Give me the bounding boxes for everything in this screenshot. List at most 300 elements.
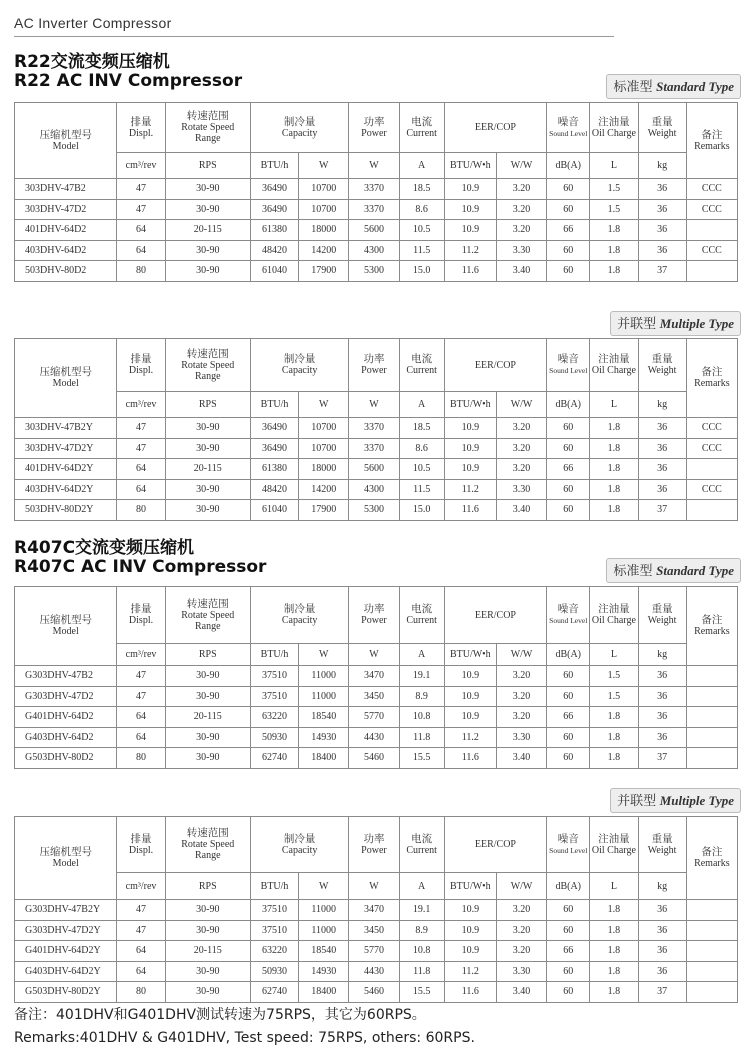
- badge-label-zh: 并联型: [617, 317, 657, 332]
- unit-cell: BTU/W•h: [444, 644, 496, 666]
- unit-cell: W/W: [496, 392, 546, 418]
- table-cell: 37510: [250, 900, 298, 921]
- header-model-text: Model: [52, 378, 79, 389]
- unit-cell: W/W: [496, 644, 546, 666]
- table-cell: 3470: [349, 900, 399, 921]
- table-cell: 64: [117, 240, 165, 261]
- unit-cell: A: [399, 392, 444, 418]
- table-cell: 47: [117, 900, 165, 921]
- header-rotate: [165, 103, 250, 153]
- spec-table: [14, 816, 738, 1003]
- table-cell: 18.5: [399, 418, 444, 439]
- header-power-text: 功率: [363, 116, 385, 128]
- table-cell: 18000: [299, 220, 349, 241]
- model-cell: 303DHV-47D2Y: [15, 438, 117, 459]
- header-remarks-text: 备注: [701, 129, 723, 141]
- table-cell: [686, 920, 737, 941]
- table-header-row: [15, 339, 738, 392]
- header-displ-text: 排量: [130, 354, 152, 365]
- table-cell: 5770: [349, 941, 399, 962]
- header-weight-text: 重量: [651, 116, 673, 128]
- header-rotate-text: Range: [195, 133, 221, 144]
- table-cell: 10.9: [444, 707, 496, 728]
- table-cell: 20-115: [165, 707, 250, 728]
- table-cell: 10.9: [444, 900, 496, 921]
- table-cell: 14930: [299, 727, 349, 748]
- table-cell: [686, 748, 737, 769]
- header-eer: [444, 587, 546, 644]
- header-rotate-text: Range: [195, 370, 221, 382]
- table-cell: 30-90: [165, 500, 250, 521]
- header-noise: [547, 587, 590, 644]
- table-cell: 64: [117, 459, 165, 480]
- table-cell: 1.5: [590, 686, 638, 707]
- table-cell: 8.6: [399, 438, 444, 459]
- table-cell: [686, 500, 737, 521]
- table-cell: 1.8: [590, 707, 638, 728]
- header-weight: [638, 103, 686, 153]
- table-units-row: [15, 153, 738, 179]
- model-cell: 303DHV-47D2: [15, 199, 117, 220]
- header-power-text: Power: [361, 365, 387, 376]
- table-cell: 60: [547, 727, 590, 748]
- header-displ-text: 排量: [130, 116, 152, 128]
- table-row: [15, 179, 738, 200]
- table-cell: 11000: [299, 920, 349, 941]
- table-cell: 48420: [250, 479, 298, 500]
- header-capacity-text: 制冷量: [283, 833, 316, 845]
- table-row: [15, 199, 738, 220]
- header-power-text: Power: [361, 127, 387, 139]
- header-displ-text: Displ.: [128, 615, 154, 626]
- table-cell: 60: [547, 920, 590, 941]
- header-rotate-text: 转速范围: [186, 598, 229, 610]
- table-cell: 10.9: [444, 941, 496, 962]
- table-cell: 47: [117, 418, 165, 439]
- table-cell: [686, 686, 737, 707]
- table-cell: 3370: [349, 179, 399, 200]
- table-cell: 10.8: [399, 941, 444, 962]
- table-cell: 36490: [250, 418, 298, 439]
- header-oil-text: 注油量: [598, 116, 630, 128]
- table-row: [15, 479, 738, 500]
- unit-cell: kg: [638, 644, 686, 666]
- table-cell: 36490: [250, 199, 298, 220]
- table-cell: [686, 459, 737, 480]
- unit-cell: L: [590, 153, 638, 179]
- table-cell: 47: [117, 686, 165, 707]
- table-cell: 80: [117, 982, 165, 1003]
- table-cell: 1.8: [590, 261, 638, 282]
- unit-cell: W: [299, 873, 349, 900]
- header-rotate-text: 转速范围: [186, 828, 229, 839]
- table-cell: 30-90: [165, 727, 250, 748]
- header-power: [349, 817, 399, 873]
- header-rotate: [165, 817, 250, 873]
- header-power-text: 功率: [363, 354, 385, 365]
- table-cell: 11000: [299, 686, 349, 707]
- table-cell: 50930: [250, 727, 298, 748]
- table-cell: 36490: [250, 179, 298, 200]
- header-current-text: 电流: [411, 116, 433, 128]
- header-noise: [547, 817, 590, 873]
- header-capacity: [250, 817, 348, 873]
- unit-cell: kg: [638, 392, 686, 418]
- table-cell: CCC: [686, 418, 737, 439]
- unit-cell: RPS: [165, 873, 250, 900]
- table-cell: 60: [547, 240, 590, 261]
- header-eer-text: EER/COP: [474, 839, 516, 850]
- table-cell: [686, 666, 737, 687]
- table-cell: 1.8: [590, 438, 638, 459]
- header-displ-text: 排量: [130, 604, 152, 615]
- header-current: [399, 339, 444, 392]
- table-cell: 4300: [349, 240, 399, 261]
- header-remarks-text: Remarks: [694, 140, 730, 152]
- header-power-text: Power: [361, 615, 387, 626]
- header-power-text: 功率: [363, 604, 385, 615]
- header-weight-text: Weight: [647, 365, 677, 376]
- table-type-badge: [610, 788, 741, 813]
- table-cell: 30-90: [165, 438, 250, 459]
- table-cell: 60: [547, 961, 590, 982]
- header-capacity-text: 制冷量: [283, 354, 316, 365]
- table-cell: 3450: [349, 686, 399, 707]
- table-cell: 37: [638, 982, 686, 1003]
- table-cell: CCC: [686, 179, 737, 200]
- header-rotate-text: 转速范围: [186, 111, 229, 122]
- table-cell: 36: [638, 961, 686, 982]
- table-cell: 47: [117, 179, 165, 200]
- table-cell: 3370: [349, 199, 399, 220]
- table-cell: 36: [638, 479, 686, 500]
- header-rotate-text: Rotate Speed: [181, 609, 235, 621]
- table-cell: 18400: [299, 748, 349, 769]
- header-current-text: 电流: [411, 354, 433, 365]
- unit-cell: W: [349, 392, 399, 418]
- table-cell: 1.8: [590, 418, 638, 439]
- table-cell: 61380: [250, 220, 298, 241]
- table-cell: 47: [117, 438, 165, 459]
- table-cell: 1.8: [590, 479, 638, 500]
- header-remarks-text: Remarks: [694, 858, 730, 869]
- unit-cell: L: [590, 644, 638, 666]
- table-cell: 11.2: [444, 961, 496, 982]
- table-row: [15, 982, 738, 1003]
- table-cell: 3370: [349, 418, 399, 439]
- table-cell: 30-90: [165, 479, 250, 500]
- table-cell: 50930: [250, 961, 298, 982]
- table-cell: 48420: [250, 240, 298, 261]
- table-row: [15, 900, 738, 921]
- unit-cell: cm³/rev: [117, 644, 165, 666]
- table-cell: 60: [547, 500, 590, 521]
- table-cell: 8.9: [399, 920, 444, 941]
- header-model-text: Model: [52, 858, 79, 869]
- header-eer-text: EER/COP: [474, 609, 516, 621]
- model-cell: 303DHV-47B2Y: [15, 418, 117, 439]
- header-eer-text: EER/COP: [474, 359, 516, 371]
- section-title-en: R407C AC INV Compressor: [14, 557, 267, 577]
- table-cell: 60: [547, 686, 590, 707]
- table-cell: 3.20: [496, 220, 546, 241]
- model-cell: G403DHV-64D2: [15, 727, 117, 748]
- header-weight: [638, 339, 686, 392]
- header-capacity-text: Capacity: [281, 127, 318, 139]
- header-oil-text: Oil Charge: [591, 615, 636, 626]
- table-cell: 11.6: [444, 982, 496, 1003]
- table-cell: 36: [638, 920, 686, 941]
- header-model: [15, 587, 117, 666]
- table-cell: 1.8: [590, 500, 638, 521]
- section-title-r22: [14, 53, 242, 91]
- table-cell: 11.6: [444, 748, 496, 769]
- header-oil-text: Oil Charge: [591, 365, 636, 376]
- table-cell: 3450: [349, 920, 399, 941]
- table-cell: 61040: [250, 500, 298, 521]
- table-cell: 3.20: [496, 920, 546, 941]
- header-noise-text: Sound Level: [549, 616, 588, 625]
- badge-label-zh: 标准型: [613, 80, 653, 95]
- header-eer: [444, 817, 546, 873]
- header-model-text: Model: [52, 626, 79, 637]
- header-rotate-text: Range: [195, 850, 221, 861]
- model-cell: G503DHV-80D2: [15, 748, 117, 769]
- table-cell: 10.9: [444, 459, 496, 480]
- table-cell: 1.8: [590, 961, 638, 982]
- table-cell: 3.20: [496, 438, 546, 459]
- header-model: [15, 817, 117, 900]
- table-cell: 66: [547, 220, 590, 241]
- spec-table: [14, 586, 738, 769]
- table-cell: 11.5: [399, 479, 444, 500]
- header-weight: [638, 587, 686, 644]
- table-cell: 37: [638, 748, 686, 769]
- header-oil-text: Oil Charge: [591, 844, 636, 856]
- model-cell: G303DHV-47D2: [15, 686, 117, 707]
- header-rotate-text: Rotate Speed: [181, 839, 235, 850]
- table-cell: 80: [117, 748, 165, 769]
- table-cell: 64: [117, 479, 165, 500]
- table-cell: 10.9: [444, 418, 496, 439]
- header-weight-text: 重量: [651, 354, 673, 365]
- header-capacity: [250, 103, 348, 153]
- table-units-row: [15, 644, 738, 666]
- header-displ: [117, 587, 165, 644]
- unit-cell: W/W: [496, 153, 546, 179]
- unit-cell: BTU/h: [250, 644, 298, 666]
- table-cell: 20-115: [165, 941, 250, 962]
- table-cell: 15.5: [399, 982, 444, 1003]
- header-power: [349, 103, 399, 153]
- header-power: [349, 587, 399, 644]
- table-cell: 36: [638, 941, 686, 962]
- table-cell: 3.20: [496, 941, 546, 962]
- header-noise: [547, 103, 590, 153]
- header-weight-text: 重量: [651, 604, 673, 615]
- table-cell: 5460: [349, 982, 399, 1003]
- header-model: [15, 339, 117, 418]
- header-power-text: 功率: [363, 833, 385, 845]
- table-cell: 10700: [299, 438, 349, 459]
- table-cell: 64: [117, 941, 165, 962]
- table-cell: 3.20: [496, 707, 546, 728]
- table-cell: [686, 982, 737, 1003]
- header-oil-text: Oil Charge: [591, 127, 636, 139]
- header-current: [399, 103, 444, 153]
- table-cell: 37: [638, 261, 686, 282]
- unit-cell: A: [399, 873, 444, 900]
- table-cell: 10.9: [444, 438, 496, 459]
- table-cell: CCC: [686, 479, 737, 500]
- table-cell: 15.0: [399, 500, 444, 521]
- unit-cell: W: [349, 644, 399, 666]
- table-cell: 30-90: [165, 240, 250, 261]
- header-rotate-text: Rotate Speed: [181, 359, 235, 371]
- table-type-badge: [610, 311, 741, 336]
- table-cell: 8.9: [399, 686, 444, 707]
- table-cell: 80: [117, 500, 165, 521]
- spec-table: [14, 102, 738, 282]
- header-displ-text: Displ.: [128, 127, 154, 139]
- model-cell: G303DHV-47B2Y: [15, 900, 117, 921]
- table-row: [15, 961, 738, 982]
- unit-cell: A: [399, 644, 444, 666]
- table-cell: 5600: [349, 459, 399, 480]
- header-remarks-text: Remarks: [694, 378, 730, 389]
- badge-label-en: Multiple Type: [659, 793, 734, 808]
- table-cell: 64: [117, 220, 165, 241]
- header-weight-text: Weight: [647, 127, 677, 139]
- table-cell: 30-90: [165, 961, 250, 982]
- table-cell: 4430: [349, 961, 399, 982]
- table-cell: 36: [638, 240, 686, 261]
- table-cell: 1.8: [590, 240, 638, 261]
- unit-cell: RPS: [165, 644, 250, 666]
- table-cell: 30-90: [165, 179, 250, 200]
- table-cell: 30-90: [165, 900, 250, 921]
- header-rotate-text: 转速范围: [186, 348, 229, 360]
- header-power-text: Power: [361, 844, 387, 856]
- unit-cell: kg: [638, 153, 686, 179]
- table-cell: 63220: [250, 941, 298, 962]
- table-cell: 61380: [250, 459, 298, 480]
- model-cell: 403DHV-64D2Y: [15, 479, 117, 500]
- header-remarks: [686, 817, 737, 900]
- badge-label-zh: 并联型: [617, 794, 657, 809]
- table-cell: 3.20: [496, 418, 546, 439]
- table-cell: 66: [547, 941, 590, 962]
- table-cell: 60: [547, 479, 590, 500]
- header-capacity-text: 制冷量: [283, 116, 316, 128]
- table-cell: 18400: [299, 982, 349, 1003]
- table-cell: 17900: [299, 500, 349, 521]
- header-eer: [444, 103, 546, 153]
- table-cell: 14200: [299, 479, 349, 500]
- table-cell: 10700: [299, 418, 349, 439]
- unit-cell: W/W: [496, 873, 546, 900]
- model-cell: 303DHV-47B2: [15, 179, 117, 200]
- table-cell: 19.1: [399, 900, 444, 921]
- model-cell: G303DHV-47D2Y: [15, 920, 117, 941]
- table-cell: 30-90: [165, 748, 250, 769]
- table-cell: 30-90: [165, 199, 250, 220]
- header-capacity: [250, 339, 348, 392]
- header-model-text: 压缩机型号: [39, 847, 92, 858]
- header-displ: [117, 817, 165, 873]
- table-cell: 63220: [250, 707, 298, 728]
- table-cell: 1.8: [590, 900, 638, 921]
- table-type-badge: [606, 74, 741, 99]
- table-cell: 10700: [299, 199, 349, 220]
- header-weight-text: Weight: [647, 844, 677, 856]
- table-cell: 30-90: [165, 920, 250, 941]
- table-cell: 61040: [250, 261, 298, 282]
- unit-cell: W: [349, 873, 399, 900]
- model-cell: G403DHV-64D2Y: [15, 961, 117, 982]
- header-oil: [590, 339, 638, 392]
- table-cell: 3.40: [496, 500, 546, 521]
- header-capacity: [250, 587, 348, 644]
- table-cell: 1.5: [590, 666, 638, 687]
- table-cell: [686, 707, 737, 728]
- table-cell: 1.8: [590, 748, 638, 769]
- table-cell: 5770: [349, 707, 399, 728]
- table-cell: [686, 220, 737, 241]
- header-model: [15, 103, 117, 179]
- unit-cell: BTU/W•h: [444, 153, 496, 179]
- header-oil-text: 注油量: [598, 354, 630, 365]
- table-row: [15, 500, 738, 521]
- header-model-text: 压缩机型号: [39, 367, 92, 378]
- table-cell: CCC: [686, 240, 737, 261]
- header-current-text: 电流: [411, 833, 433, 845]
- table-cell: 60: [547, 982, 590, 1003]
- table-cell: 37510: [250, 920, 298, 941]
- header-eer: [444, 339, 546, 392]
- table-cell: 60: [547, 900, 590, 921]
- table-cell: 36: [638, 727, 686, 748]
- table-units-row: [15, 873, 738, 900]
- header-oil-text: 注油量: [598, 604, 630, 615]
- model-cell: G401DHV-64D2: [15, 707, 117, 728]
- unit-cell: BTU/h: [250, 392, 298, 418]
- table-cell: 3.40: [496, 261, 546, 282]
- table-cell: 4300: [349, 479, 399, 500]
- table-row: [15, 686, 738, 707]
- header-weight-text: Weight: [647, 615, 677, 626]
- header-current-text: Current: [406, 365, 437, 376]
- table-cell: 64: [117, 707, 165, 728]
- table-cell: 20-115: [165, 459, 250, 480]
- table-cell: 5300: [349, 500, 399, 521]
- table-cell: 3.20: [496, 666, 546, 687]
- table-cell: 47: [117, 666, 165, 687]
- header-displ: [117, 339, 165, 392]
- table-cell: 3.40: [496, 748, 546, 769]
- table-cell: 15.5: [399, 748, 444, 769]
- header-current-text: Current: [406, 615, 437, 626]
- model-cell: G303DHV-47B2: [15, 666, 117, 687]
- table-cell: 1.8: [590, 941, 638, 962]
- header-oil-text: 注油量: [598, 833, 630, 845]
- table-cell: 10.9: [444, 199, 496, 220]
- table-cell: 3.20: [496, 459, 546, 480]
- table-row: [15, 727, 738, 748]
- header-weight-text: 重量: [651, 833, 673, 845]
- unit-cell: BTU/W•h: [444, 392, 496, 418]
- model-cell: G401DHV-64D2Y: [15, 941, 117, 962]
